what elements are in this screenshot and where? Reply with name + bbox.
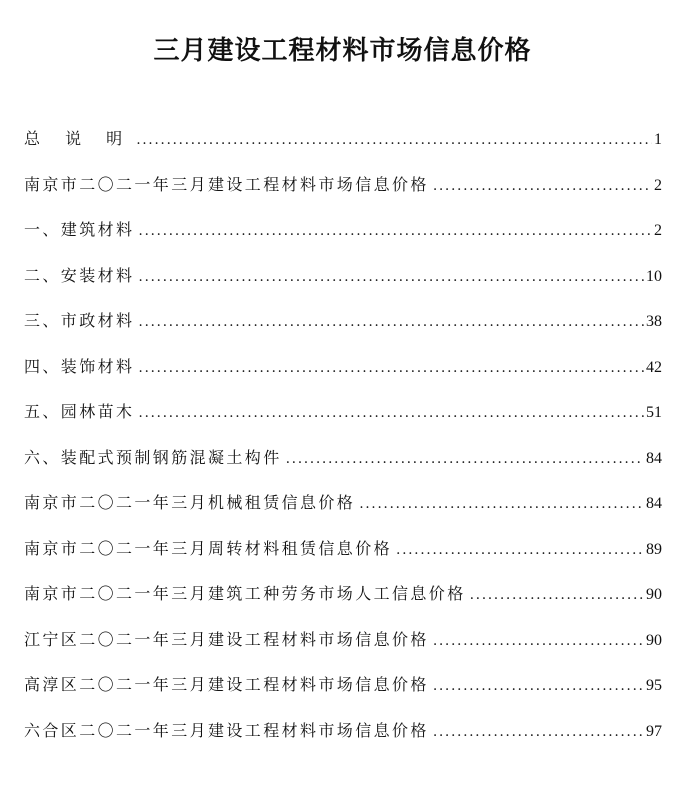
- toc-entry-page: 84: [646, 449, 662, 467]
- toc-entry-page: 84: [646, 495, 662, 512]
- toc-entry-page: 51: [646, 404, 662, 421]
- toc-entry-page: 42: [646, 358, 662, 376]
- toc-leader-dots: [138, 307, 644, 337]
- toc-entry-label: 一、建筑材料: [24, 220, 135, 239]
- toc-entry-jiangning-materials[interactable]: [24, 625, 662, 671]
- toc-leader-dots: [433, 626, 644, 656]
- toc-entry-page: 90: [646, 631, 662, 649]
- toc-entry-gaochun-materials[interactable]: [24, 670, 662, 716]
- toc-entry-page: 1: [654, 131, 662, 148]
- toc-entry-decoration-materials[interactable]: [24, 352, 662, 398]
- toc-entry-page: 2: [654, 176, 662, 194]
- toc-leader-dots: [138, 216, 652, 246]
- toc-entry-page: 90: [646, 586, 662, 603]
- toc-entry-garden-seedlings[interactable]: [24, 397, 662, 443]
- toc-entry-installation-materials[interactable]: [24, 261, 662, 307]
- toc-leader-dots: [359, 489, 644, 519]
- toc-entry-labor-prices[interactable]: [24, 579, 662, 625]
- toc-entry-label: 三、市政材料: [24, 311, 135, 330]
- toc-leader-dots: [138, 262, 644, 292]
- table-of-contents: [24, 124, 662, 761]
- toc-entry-general-notes[interactable]: [24, 124, 662, 170]
- toc-entry-precast-concrete[interactable]: [24, 443, 662, 489]
- toc-leader-dots: [138, 398, 644, 428]
- toc-entry-page: 2: [654, 222, 662, 239]
- toc-entry-label: 南京市二〇二一年三月建筑工种劳务市场人工信息价格: [24, 584, 466, 603]
- toc-entry-label: 四、装饰材料: [24, 356, 135, 376]
- toc-entry-label: 六、装配式预制钢筋混凝土构件: [24, 447, 282, 467]
- toc-leader-dots: [433, 717, 644, 747]
- toc-leader-dots: [396, 535, 644, 565]
- toc-entry-machinery-leasing[interactable]: [24, 488, 662, 534]
- toc-leader-dots: [433, 671, 644, 701]
- toc-entry-label: 江宁区二〇二一年三月建设工程材料市场信息价格: [24, 629, 429, 649]
- toc-entry-label: 高淳区二〇二一年三月建设工程材料市场信息价格: [24, 675, 429, 694]
- toc-leader-dots: [136, 125, 652, 155]
- toc-entry-page: 95: [646, 677, 662, 694]
- toc-entry-label: 五、园林苗木: [24, 402, 135, 421]
- toc-entry-label: 南京市二〇二一年三月机械租赁信息价格: [24, 493, 356, 512]
- toc-leader-dots: [470, 580, 644, 610]
- toc-entry-label: 南京市二〇二一年三月建设工程材料市场信息价格: [24, 174, 429, 194]
- page-title: 三月建设工程材料市场信息价格: [153, 36, 532, 67]
- toc-leader-dots: [138, 353, 644, 383]
- toc-entry-building-materials[interactable]: [24, 215, 662, 261]
- toc-entry-label: 南京市二〇二一年三月周转材料租赁信息价格: [24, 538, 393, 558]
- toc-entry-label: 总 说 明: [24, 129, 133, 148]
- toc-entry-nanjing-materials[interactable]: [24, 170, 662, 216]
- toc-entry-page: 97: [646, 722, 662, 740]
- toc-entry-municipal-materials[interactable]: [24, 306, 662, 352]
- toc-entry-turnover-materials-leasing[interactable]: [24, 534, 662, 580]
- toc-entry-label: 六合区二〇二一年三月建设工程材料市场信息价格: [24, 720, 429, 740]
- toc-entry-label: 二、安装材料: [24, 265, 135, 285]
- toc-entry-page: 89: [646, 540, 662, 558]
- toc-entry-luhe-materials[interactable]: [24, 716, 662, 762]
- toc-entry-page: 38: [646, 313, 662, 330]
- toc-entry-page: 10: [646, 267, 662, 285]
- toc-leader-dots: [286, 444, 644, 474]
- toc-leader-dots: [433, 171, 652, 201]
